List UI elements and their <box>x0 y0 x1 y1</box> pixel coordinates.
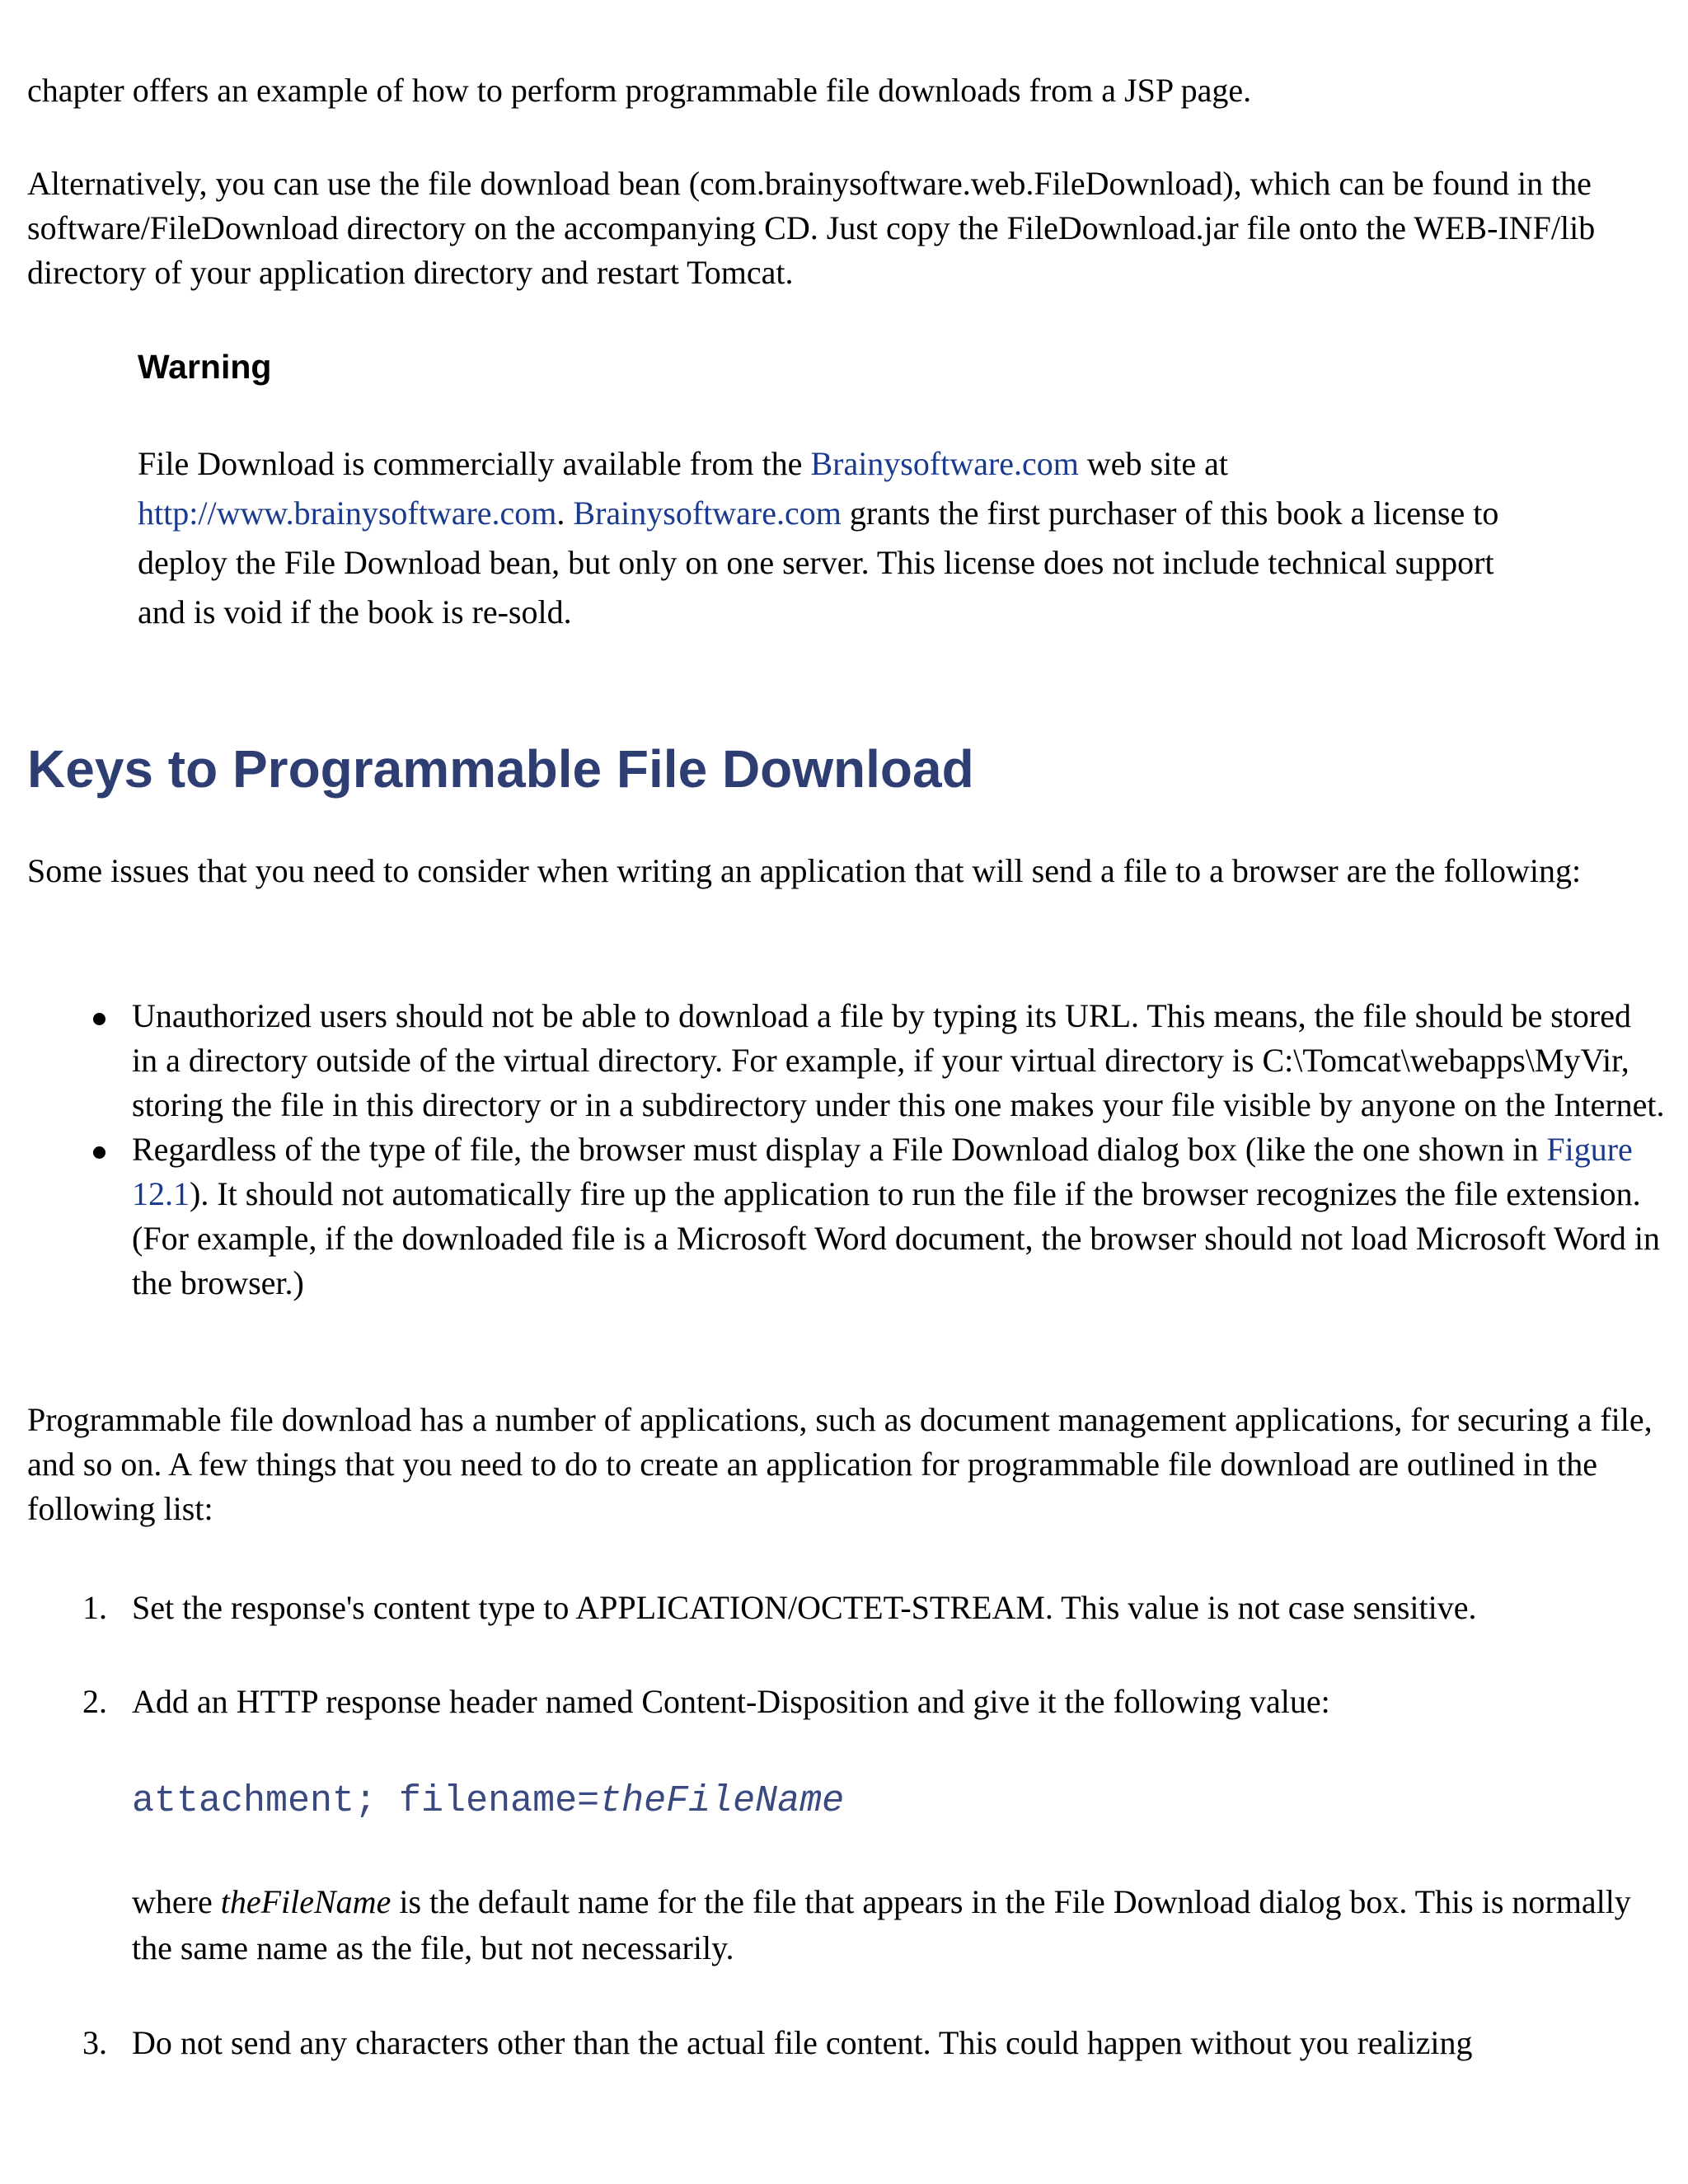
brainysoftware-url-link[interactable]: http://www.brainysoftware.com <box>138 494 557 532</box>
warning-body <box>138 439 1539 637</box>
warning-text-4: grants the first purchaser of this book a license to deploy the File Download bean, but only on one server. This license does not include technical support and is void if the book is re-sold. <box>138 494 1499 630</box>
code-snippet <box>132 1777 844 1826</box>
code-prefix: attachment; filename= <box>132 1780 600 1822</box>
warning-text-3: . <box>556 494 574 532</box>
warning-title: Warning <box>138 348 272 386</box>
intro-line: chapter offers an example of how to perform programmable file downloads from a JSP page. <box>27 72 1252 109</box>
bullet-icon <box>93 1146 106 1159</box>
figure-link[interactable]: Figure 12.1 <box>132 1131 1633 1212</box>
step-number: 2. <box>82 1683 107 1720</box>
where-paragraph <box>132 1879 1665 1971</box>
section-heading: Keys to Programmable File Download <box>27 739 974 799</box>
issues-intro: Some issues that you need to consider when writing an application that will send a file to a browser are the following: <box>27 852 1582 889</box>
where-prefix: where <box>132 1883 221 1920</box>
code-variable: theFileName <box>599 1780 845 1822</box>
bullet-icon <box>93 1013 106 1025</box>
brainysoftware-link-1[interactable]: Brainysoftware.com <box>810 445 1079 482</box>
step-text: Set the response's content type to APPLICATION/OCTET-STREAM. This value is not case sensitive. <box>132 1589 1477 1626</box>
issues-bullet-list <box>0 994 1688 1305</box>
brainysoftware-link-2[interactable]: Brainysoftware.com <box>573 494 842 532</box>
applications-paragraph: Programmable file download has a number of applications, such as document management applications, for securing a file, and so on. A few things that you need to do to create an application for programmable file download are outlined in the following list: <box>27 1401 1653 1527</box>
step-number: 1. <box>82 1589 107 1626</box>
bullet-item <box>0 994 1665 1127</box>
bullet-item <box>0 1127 1665 1305</box>
where-rest: is the default name for the file that appears in the File Download dialog box. This is normally the same name as the file, but not necessarily. <box>132 1883 1631 1966</box>
bullet-text-1: Regardless of the type of file, the browser must display a File Download dialog box (like the one shown in <box>132 1131 1547 1168</box>
step-text: Add an HTTP response header named Content-Disposition and give it the following value: <box>132 1683 1330 1720</box>
warning-text-2: web site at <box>1078 445 1228 482</box>
step-number: 3. <box>82 2024 107 2061</box>
alternative-paragraph: Alternatively, you can use the file download bean (com.brainysoftware.web.FileDownload), which can be found in the software/FileDownload directory on the accompanying CD. Just copy the FileDownload.jar file onto the WEB-INF/lib directory of your application directory and restart Tomcat. <box>27 165 1596 291</box>
bullet-text: Unauthorized users should not be able to download a file by typing its URL. This means, the file should be stored in a directory outside of the virtual directory. For example, if your virtual directory is C:\Tomcat\webapps\MyVir, storing the file in this directory or in a subdirectory under this one makes your file visible by anyone on the Internet. <box>132 997 1665 1123</box>
warning-text-1: File Download is commercially available from the <box>138 445 811 482</box>
where-variable: theFileName <box>220 1883 392 1920</box>
step-text: Do not send any characters other than the actual file content. This could happen without you realizing <box>132 2024 1473 2061</box>
bullet-text-2: ). It should not automatically fire up the application to run the file if the browser recognizes the file extension. (For example, if the downloaded file is a Microsoft Word document, the browser should not load Microsoft Word in the browser.) <box>132 1175 1660 1301</box>
